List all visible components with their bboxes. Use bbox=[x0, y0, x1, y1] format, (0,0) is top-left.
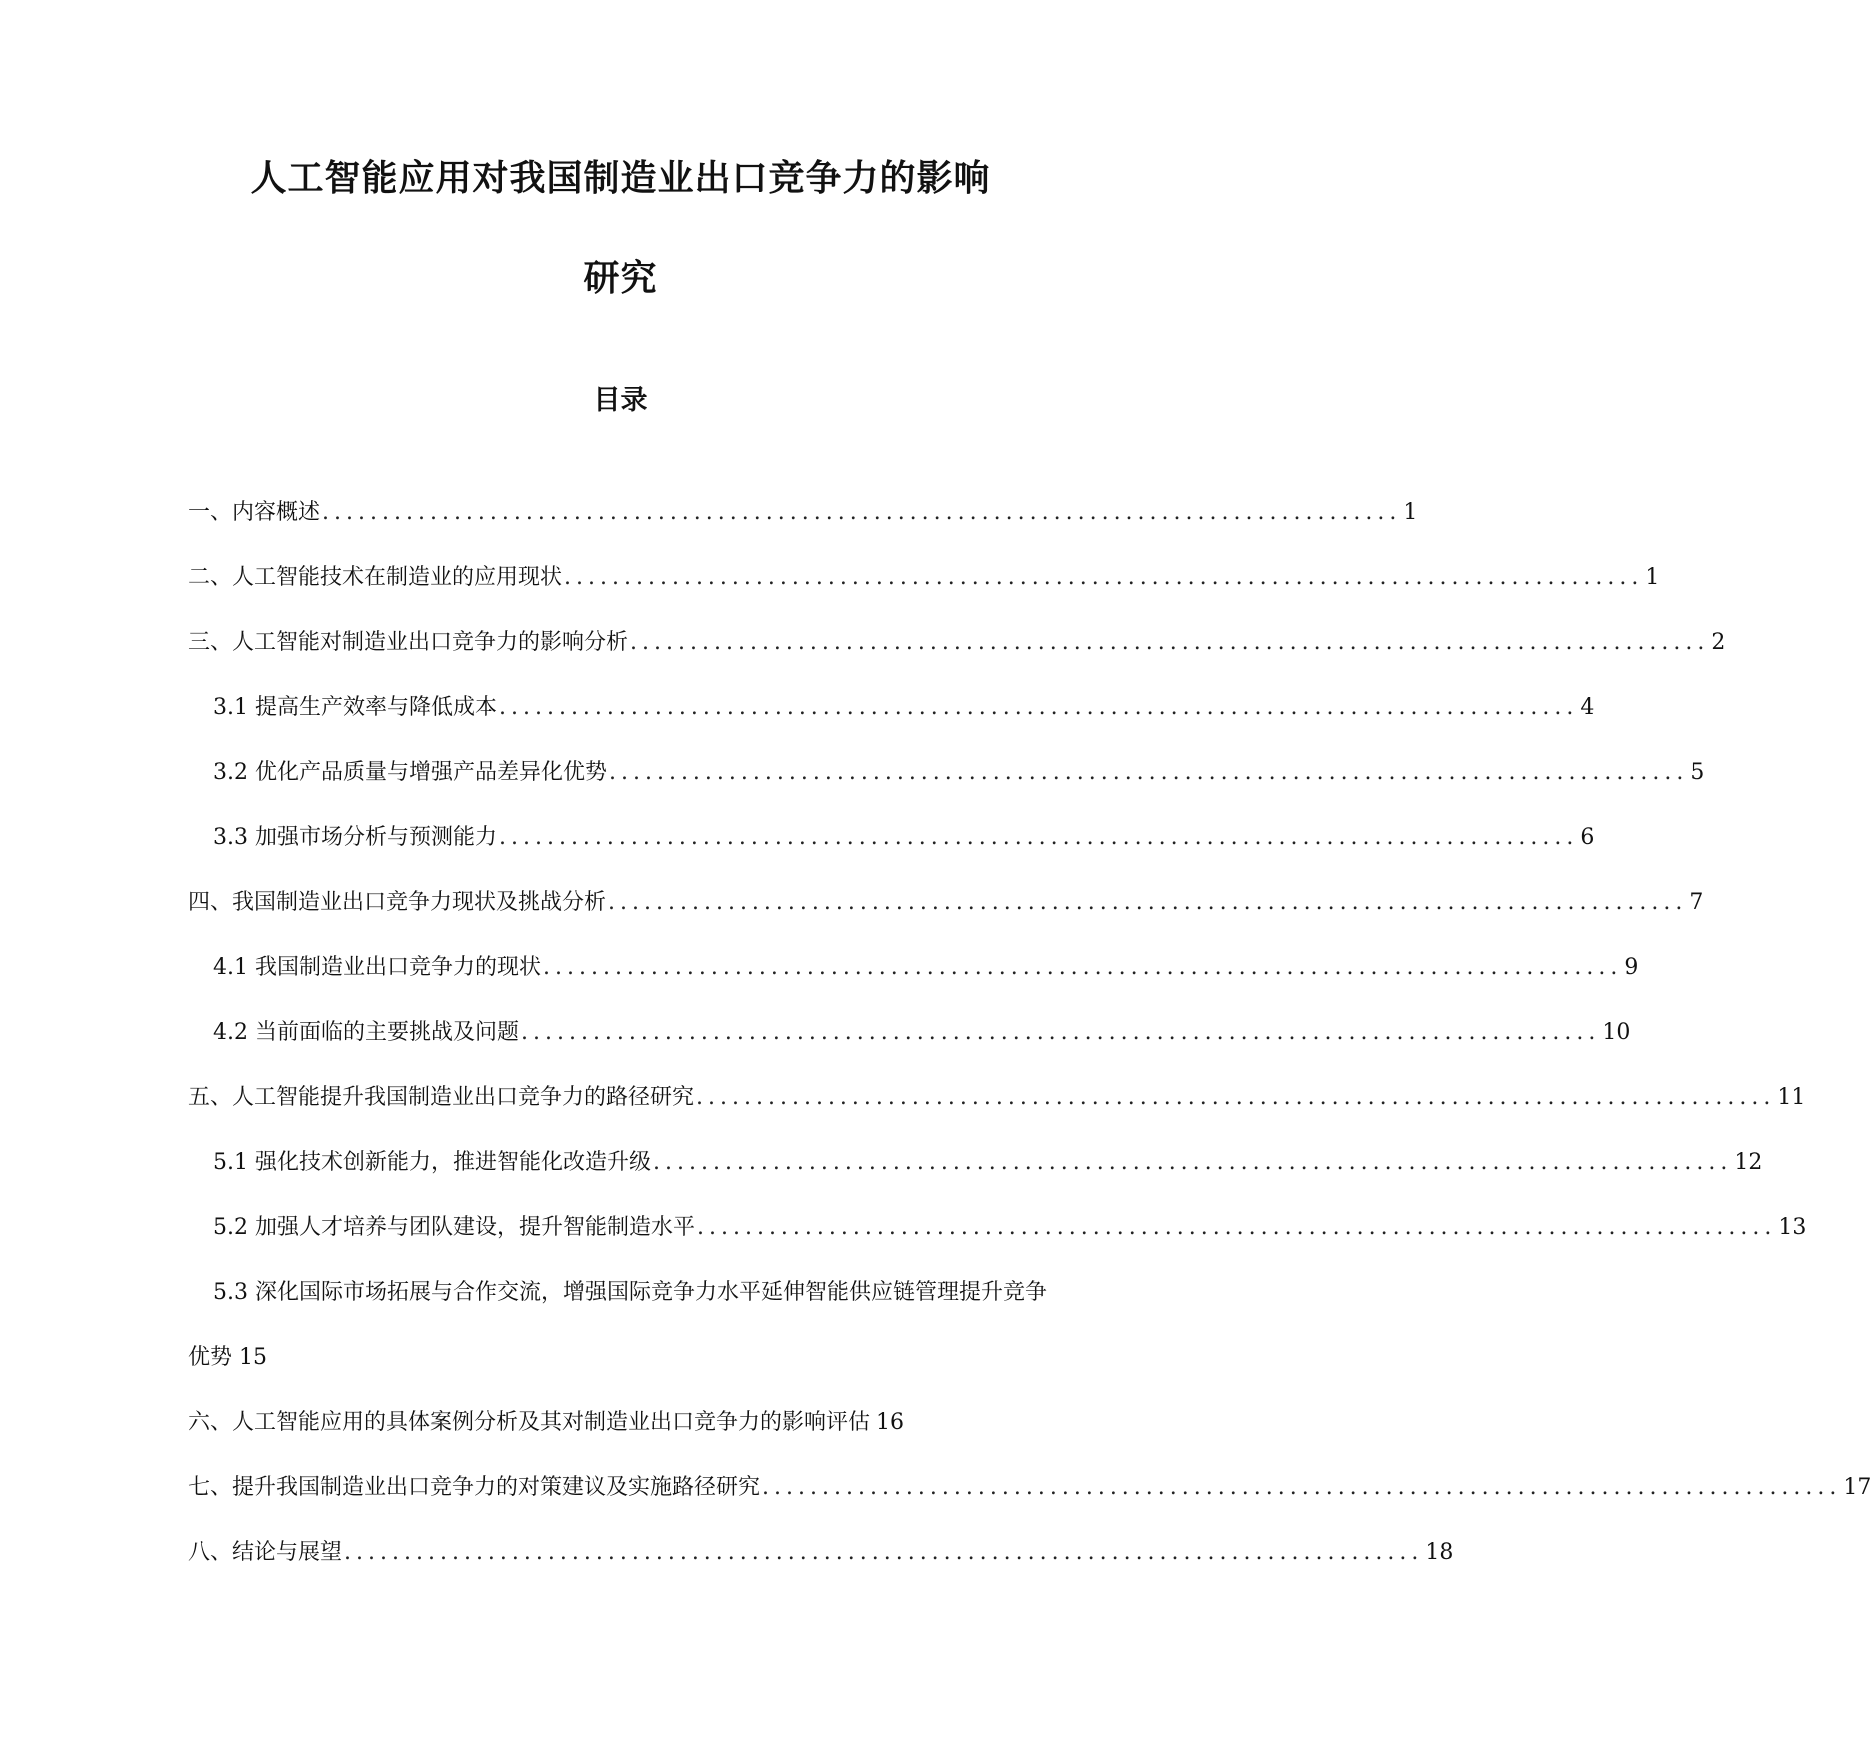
toc-leader: .......................................................................................... bbox=[322, 500, 1402, 525]
toc-entry[interactable] bbox=[188, 870, 1704, 935]
toc-entry[interactable] bbox=[188, 610, 1726, 675]
toc-entry[interactable] bbox=[188, 545, 1660, 610]
toc-page-number: 13 bbox=[1778, 1215, 1807, 1240]
toc-entry[interactable] bbox=[188, 935, 1639, 1000]
toc-entry-label: 六、人工智能应用的具体案例分析及其对制造业出口竞争力的影响评估 bbox=[188, 1410, 871, 1435]
toc-leader: .......................................................................................... bbox=[564, 565, 1644, 590]
table-of-contents bbox=[188, 480, 1871, 1585]
toc-entry-label: 3.2 优化产品质量与增强产品差异化优势 bbox=[213, 760, 607, 785]
toc-leader: .......................................................................................... bbox=[652, 1150, 1733, 1175]
toc-leader: .......................................................................................... bbox=[630, 630, 1710, 655]
toc-leader: .......................................................................................... bbox=[344, 1540, 1424, 1565]
toc-page-number: 5 bbox=[1690, 760, 1705, 785]
toc-page-number: 9 bbox=[1624, 955, 1639, 980]
toc-entry-label: 4.1 我国制造业出口竞争力的现状 bbox=[213, 955, 541, 980]
toc-page-number: 11 bbox=[1777, 1085, 1806, 1110]
toc-leader: .......................................................................................... bbox=[542, 955, 1623, 980]
toc-page-number: 18 bbox=[1425, 1540, 1454, 1565]
toc-leader: .......................................................................................... bbox=[498, 825, 1579, 850]
toc-entry-label: 八、结论与展望 bbox=[188, 1540, 343, 1565]
toc-entry[interactable] bbox=[188, 1520, 1454, 1585]
toc-page-number: 7 bbox=[1689, 890, 1704, 915]
toc-page-number: 15 bbox=[239, 1345, 268, 1370]
toc-leader: .......................................................................................... bbox=[498, 695, 1579, 720]
toc-entry[interactable] bbox=[188, 1130, 1763, 1195]
toc-entry[interactable] bbox=[188, 805, 1595, 870]
toc-entry-label: 五、人工智能提升我国制造业出口竞争力的路径研究 bbox=[188, 1085, 695, 1110]
toc-entry[interactable] bbox=[188, 1195, 1807, 1260]
document-title-line-1: 人工智能应用对我国制造业出口竞争力的影响 bbox=[250, 158, 991, 199]
toc-entry[interactable] bbox=[188, 1390, 1068, 1455]
toc-entry-label: 3.3 加强市场分析与预测能力 bbox=[213, 825, 497, 850]
toc-entry[interactable] bbox=[188, 1455, 1871, 1520]
toc-entry-label: 三、人工智能对制造业出口竞争力的影响分析 bbox=[188, 630, 629, 655]
toc-leader: .......................................................................................... bbox=[520, 1020, 1601, 1045]
toc-entry-label: 二、人工智能技术在制造业的应用现状 bbox=[188, 565, 563, 590]
toc-entry-label: 5.3 深化国际市场拓展与合作交流，增强国际竞争力水平延伸智能供应链管理提升竞争优势 bbox=[188, 1280, 1047, 1370]
toc-page-number: 4 bbox=[1580, 695, 1595, 720]
toc-entry-label: 5.1 强化技术创新能力，推进智能化改造升级 bbox=[213, 1150, 651, 1175]
toc-page-number: 1 bbox=[1403, 500, 1418, 525]
toc-entry[interactable] bbox=[188, 480, 1418, 545]
toc-entry-label: 四、我国制造业出口竞争力现状及挑战分析 bbox=[188, 890, 607, 915]
toc-entry-label: 3.1 提高生产效率与降低成本 bbox=[213, 695, 497, 720]
toc-entry-label: 七、提升我国制造业出口竞争力的对策建议及实施路径研究 bbox=[188, 1475, 761, 1500]
toc-entry[interactable] bbox=[188, 1000, 1631, 1065]
toc-page-number: 17 bbox=[1843, 1475, 1871, 1500]
toc-heading: 目录 bbox=[593, 385, 648, 416]
toc-page-number: 6 bbox=[1580, 825, 1595, 850]
toc-page-number: 2 bbox=[1711, 630, 1726, 655]
toc-page-number: 10 bbox=[1602, 1020, 1631, 1045]
toc-leader: .......................................................................................... bbox=[608, 760, 1689, 785]
toc-page-number: 1 bbox=[1645, 565, 1660, 590]
toc-entry[interactable] bbox=[188, 740, 1705, 805]
toc-leader: .......................................................................................... bbox=[696, 1215, 1777, 1240]
toc-entry-label: 5.2 加强人才培养与团队建设，提升智能制造水平 bbox=[213, 1215, 695, 1240]
toc-page-number: 12 bbox=[1734, 1150, 1763, 1175]
toc-entry-label: 4.2 当前面临的主要挑战及问题 bbox=[213, 1020, 519, 1045]
toc-entry[interactable] bbox=[188, 1260, 1068, 1390]
document-title-line-2: 研究 bbox=[583, 258, 658, 299]
toc-leader: .......................................................................................... bbox=[762, 1475, 1842, 1500]
toc-entry-label: 一、内容概述 bbox=[188, 500, 321, 525]
toc-entry[interactable] bbox=[188, 675, 1595, 740]
toc-leader: .......................................................................................... bbox=[696, 1085, 1776, 1110]
toc-leader: .......................................................................................... bbox=[608, 890, 1688, 915]
toc-entry[interactable] bbox=[188, 1065, 1806, 1130]
toc-page-number: 16 bbox=[876, 1410, 905, 1435]
